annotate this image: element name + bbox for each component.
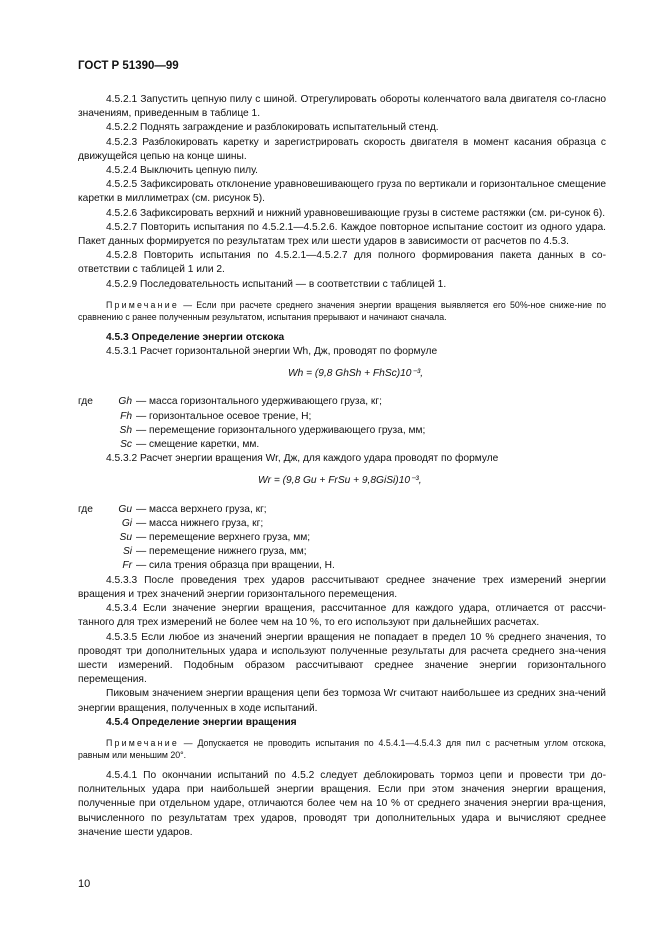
paragraph-4-5-4-1: 4.5.4.1 По окончании испытаний по 4.5.2 следует деблокировать тормоз цепи и провести три до-полнительных удара при наибольшей энергии вращения. Если при этом значения энергии вращения, полученные при отдельном ударе, отличаются более чем на 10 % от среднего значения энергии вра-щения, вычисленного по результатам трех ударов, проводят три дополнительных удара и вычисляют среднее значение шести ударов. (78, 769, 606, 838)
paragraph-4-5-2-5: 4.5.2.5 Зафиксировать отклонение уравновешивающего груза по вертикали и горизонтальное смещение каретки в миллиметрах (см. рисунок 5). (78, 179, 606, 205)
definition-lead (78, 559, 102, 573)
definition-row (78, 410, 606, 424)
definition-symbol: Fh (120, 410, 132, 422)
note-2-text: — Допускается не проводить испытания по 4.5.4.1—4.5.4.3 для пил с расчетным углом отскока, равным или меньшим 20°. (78, 737, 606, 761)
definition-lead (78, 410, 102, 424)
note-1 (78, 299, 606, 324)
note-1-label: Примечание (106, 299, 179, 310)
paragraph-4-5-3-3: 4.5.3.3 После проведения трех ударов рассчитывают среднее значение трех измерений энергии вращения и трех значений энергии горизонтального перемещения. (78, 574, 606, 600)
definition-symbol: Su (119, 532, 132, 544)
definition-text: — масса горизонтального удерживающего груза, кг; (136, 396, 382, 408)
definition-lead (78, 517, 102, 531)
paragraph-4-5-2-1: 4.5.2.1 Запустить цепную пилу с шиной. Отрегулировать обороты коленчатого вала двигателя со-гласно значениям, приведенным в таблице 1. (78, 94, 606, 120)
definitions-wr (78, 503, 606, 574)
paragraph-4-5-2-3: 4.5.2.3 Разблокировать каретку и зарегистрировать скорость двигателя в момент касания образца с движущейся цепью на конце шины. (78, 136, 606, 162)
definitions-wh (78, 395, 606, 452)
definition-symbol: Gh (118, 396, 132, 408)
paragraph-4-5-2-6: 4.5.2.6 Зафиксировать верхний и нижний уравновешивающие грузы в системе растяжки (см. ри-сунок 6). (106, 207, 606, 219)
note-2 (78, 737, 606, 762)
definition-symbol: Sh (119, 424, 132, 436)
definition-row (78, 424, 606, 438)
paragraph-4-5-2-9: 4.5.2.9 Последовательность испытаний — в соответствии с таблицей 1. (106, 278, 447, 290)
definition-text: — масса верхнего груза, кг; (136, 503, 267, 515)
heading-4-5-3: 4.5.3 Определение энергии отскока (106, 331, 285, 343)
paragraph-4-5-2-7: 4.5.2.7 Повторить испытания по 4.5.2.1—4.5.2.6. Каждое повторное испытание состоит из одного удара. Пакет данных формируется по результатам трех или шести ударов в зависимости от расчетов по 4.5.3. (78, 221, 606, 248)
note-2-label: Примечание (106, 737, 179, 748)
definition-row (78, 545, 606, 559)
paragraph-4-5-2-8: 4.5.2.8 Повторить испытания по 4.5.2.1—4.5.2.7 для полного формирования пакета данных в со-ответствии с таблицей 1 или 2. (78, 250, 606, 276)
definition-text: — перемещение верхнего груза, мм; (136, 532, 311, 544)
definition-lead: где (78, 503, 93, 515)
definition-text: — масса нижнего груза, кг; (136, 517, 264, 529)
paragraph-4-5-3-4: 4.5.3.4 Если значение энергии вращения, рассчитанное для каждого удара, отличается от рассчи-танного для трех измерений не более чем на 10 %, то его используют при дальнейших расчетах. (78, 603, 606, 629)
definition-row (78, 503, 606, 517)
definition-text: — перемещение горизонтального удерживающего груза, мм; (136, 424, 426, 436)
definition-symbol: Gu (118, 503, 132, 515)
formula-wr: Wr = (9,8 Gu + FrSu + 9,8GiSi)10⁻³, (258, 475, 422, 487)
definition-row (78, 559, 606, 573)
definition-symbol: Gi (121, 517, 132, 529)
paragraph-4-5-3-5: 4.5.3.5 Если любое из значений энергии вращения не попадает в предел 10 % среднего значения, то проводят три дополнительных удара и используют полученные результаты для расчета среднего зна-чения шести измерений. Подобным образом рассчитывают среднее значение энергии горизонтального перемещения. (78, 631, 606, 686)
definition-row (78, 531, 606, 545)
definition-text: — горизонтальное осевое трение, Н; (136, 410, 312, 422)
definition-symbol: Si (122, 546, 132, 558)
definition-lead: где (78, 396, 93, 408)
definition-row (78, 395, 606, 409)
definition-symbol: Fr (122, 560, 132, 572)
definition-lead (78, 545, 102, 559)
definition-row (78, 438, 606, 452)
paragraph-4-5-2-4: 4.5.2.4 Выключить цепную пилу. (106, 165, 258, 177)
document-body (78, 93, 606, 840)
paragraph-4-5-3-2: 4.5.3.2 Расчет энергии вращения Wr, Дж, для каждого удара проводят по формуле (106, 453, 499, 465)
paragraph-4-5-3-1: 4.5.3.1 Расчет горизонтальной энергии Wh, Дж, проводят по формуле (106, 346, 438, 358)
paragraph-peak-energy: Пиковым значением энергии вращения цепи без тормоза Wr считают наибольшее из средних зна-чений энергии вращения, полученных в ходе испытаний. (78, 688, 606, 714)
page-number: 10 (78, 878, 91, 890)
definition-text: — перемещение нижнего груза, мм; (136, 546, 307, 558)
definition-symbol: Sc (120, 439, 132, 451)
definition-lead (78, 424, 102, 438)
paragraph-4-5-2-2: 4.5.2.2 Поднять заграждение и разблокировать испытательный стенд. (106, 122, 439, 134)
heading-4-5-4: 4.5.4 Определение энергии вращения (106, 716, 297, 728)
document-id: ГОСТ Р 51390—99 (78, 60, 179, 72)
definition-text: — смещение каретки, мм. (136, 439, 260, 451)
definition-text: — сила трения образца при вращении, Н. (136, 560, 335, 572)
note-1-text: — Если при расчете среднего значения энергии вращения выявляется его 50%-ное сниже-ние по сравнению с ранее полученным результатом, испытания прерывают и начинают сначала. (78, 299, 606, 323)
definition-lead (78, 438, 102, 452)
formula-wh: Wh = (9,8 GhSh + FhSc)10⁻³, (288, 368, 424, 380)
definition-lead (78, 531, 102, 545)
definition-row (78, 517, 606, 531)
